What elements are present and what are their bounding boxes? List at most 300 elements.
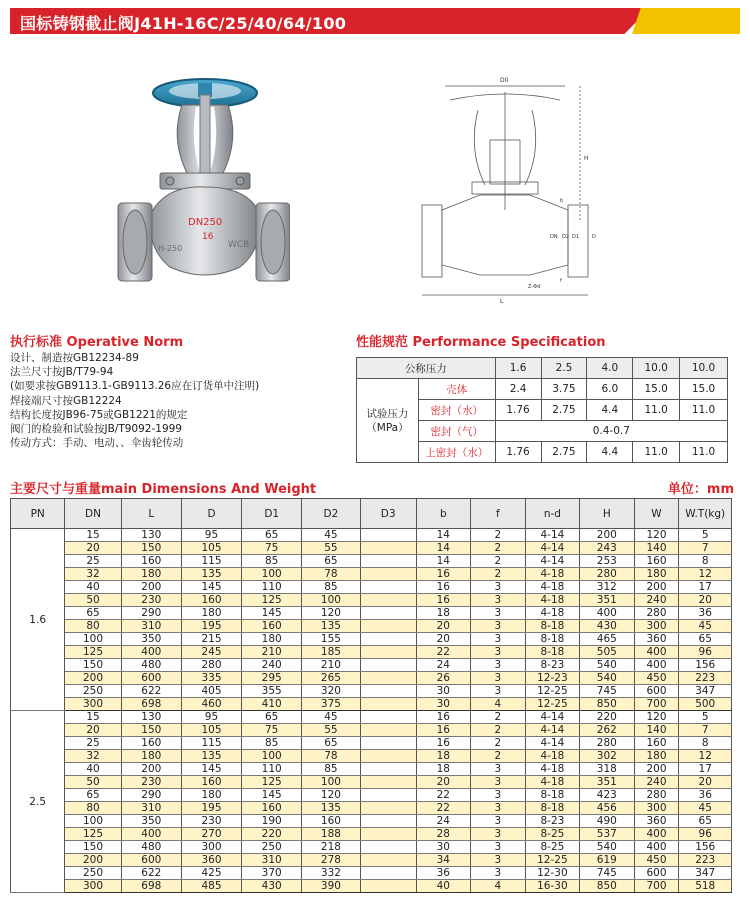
table-cell: 140 [634,542,679,555]
table-cell: 745 [580,685,634,698]
table-cell: 100 [242,568,302,581]
table-row [11,828,732,841]
table-cell: 310 [242,854,302,867]
table-cell: 700 [634,880,679,893]
table-cell: 120 [634,711,679,724]
table-cell: 16-30 [525,880,579,893]
table-cell: 400 [121,828,181,841]
table-cell: 135 [181,750,241,763]
norm-line: 阀门的检验和试验按JB/T9092-1999 [10,423,182,436]
table-cell: 156 [679,659,732,672]
table-cell [360,841,416,854]
table-cell: 278 [302,854,360,867]
table-cell: 65 [242,529,302,542]
table-cell: 3 [470,776,525,789]
performance-spec-title: 性能规范 Performance Specification [356,335,606,350]
table-cell: 360 [634,633,679,646]
table-cell [360,776,416,789]
table-cell: 250 [65,867,121,880]
table-cell: 3 [470,789,525,802]
table-cell: 200 [65,854,121,867]
table-cell: 145 [181,581,241,594]
table-row [11,542,732,555]
table-cell: 150 [65,841,121,854]
table-cell: 4-18 [525,594,579,607]
table-cell: 120 [302,607,360,620]
table-cell: 490 [580,815,634,828]
table-cell: 55 [302,542,360,555]
table-cell: 250 [65,685,121,698]
table-cell: 16 [416,568,470,581]
table-cell: 240 [634,776,679,789]
table-cell [360,724,416,737]
table-cell: 3 [470,646,525,659]
table-cell: 320 [302,685,360,698]
dimensions-table [10,498,732,893]
table-cell: 34 [416,854,470,867]
operative-norm-title: 执行标准 Operative Norm [10,335,184,350]
table-cell: 32 [65,568,121,581]
perf-shell-value: 15.0 [633,379,680,400]
table-cell: 280 [580,568,634,581]
table-cell: 40 [416,880,470,893]
table-cell: 600 [634,867,679,880]
table-cell: 45 [302,529,360,542]
photo-mark-size: H-250 [158,244,183,253]
table-cell: 4-14 [525,555,579,568]
valve-photo [110,55,290,315]
table-cell [360,607,416,620]
table-cell: 195 [181,802,241,815]
table-cell: 500 [679,698,732,711]
table-row [11,789,732,802]
table-cell [360,581,416,594]
perf-row-nominal [357,358,728,379]
banner-yellow-accent [632,8,740,34]
table-cell: 160 [121,737,181,750]
table-cell: 350 [121,633,181,646]
table-cell: 20 [65,724,121,737]
table-cell: 65 [65,789,121,802]
table-cell: 250 [242,841,302,854]
table-cell: 4-18 [525,568,579,581]
perf-seal-water-value: 1.76 [495,400,541,421]
perf-nominal-value: 1.6 [495,358,541,379]
table-cell: 12 [679,750,732,763]
table-cell: 16 [416,724,470,737]
table-cell: 218 [302,841,360,854]
table-cell: 3 [470,659,525,672]
dim-header-d3: D3 [360,499,416,529]
table-cell: 350 [121,815,181,828]
table-cell: 5 [679,529,732,542]
table-cell: 135 [181,568,241,581]
table-cell: 8-23 [525,659,579,672]
table-cell: 160 [242,620,302,633]
table-cell: 480 [121,841,181,854]
table-cell: 8-18 [525,789,579,802]
table-cell: 312 [580,581,634,594]
table-cell: 8 [679,555,732,568]
table-cell: 600 [121,854,181,867]
table-cell: 145 [242,789,302,802]
table-cell: 4 [470,698,525,711]
perf-shell-value: 15.0 [680,379,728,400]
table-cell: 140 [634,724,679,737]
perf-seal-water-value: 2.75 [541,400,587,421]
table-cell: 280 [634,607,679,620]
table-cell: 85 [242,737,302,750]
table-cell: 75 [242,542,302,555]
table-cell: 360 [634,815,679,828]
table-cell: 347 [679,685,732,698]
dimensions-header-row [11,499,732,529]
table-cell: 253 [580,555,634,568]
table-cell: 78 [302,568,360,581]
table-cell: 30 [416,685,470,698]
table-cell: 200 [65,672,121,685]
table-cell: 318 [580,763,634,776]
table-cell: 3 [470,594,525,607]
table-cell: 65 [679,815,732,828]
table-cell: 50 [65,594,121,607]
table-cell: 110 [242,763,302,776]
table-cell: 245 [181,646,241,659]
dimensions-title: 主要尺寸与重量main Dimensions And Weight [10,482,317,497]
table-cell: 115 [181,555,241,568]
table-cell: 400 [634,659,679,672]
table-cell: 450 [634,672,679,685]
dim-header-d2: D2 [302,499,360,529]
table-cell: 300 [181,841,241,854]
table-cell: 460 [181,698,241,711]
norm-line: 法兰尺寸按JB/T79-94 [10,366,114,379]
norm-line: (如要求按GB9113.1-GB9113.26应在订货单中注明) [10,380,260,393]
table-cell [360,698,416,711]
table-cell: 698 [121,698,181,711]
table-cell: 619 [580,854,634,867]
table-row [11,867,732,880]
table-cell: 28 [416,828,470,841]
table-cell: 125 [65,828,121,841]
table-row [11,594,732,607]
table-cell: 45 [302,711,360,724]
table-cell: 180 [181,607,241,620]
table-cell: 230 [121,594,181,607]
perf-seal-water-value: 4.4 [587,400,633,421]
table-row [11,659,732,672]
table-cell: 4-18 [525,776,579,789]
table-cell: 20 [679,776,732,789]
table-cell: 155 [302,633,360,646]
perf-row-shell [357,379,728,400]
table-cell: 300 [65,698,121,711]
table-cell: 5 [679,711,732,724]
table-row [11,555,732,568]
table-cell [360,542,416,555]
table-cell: 240 [634,594,679,607]
table-row [11,581,732,594]
table-cell [360,737,416,750]
table-cell: 215 [181,633,241,646]
valve-technical-drawing [410,70,600,310]
perf-seal-gas-value: 0.4-0.7 [495,421,727,442]
table-cell: 185 [302,646,360,659]
drawing-label-l: L [500,298,504,305]
table-cell: 302 [580,750,634,763]
table-cell: 12-25 [525,854,579,867]
table-cell: 160 [121,555,181,568]
table-cell: 188 [302,828,360,841]
table-cell: 430 [580,620,634,633]
table-cell: 375 [302,698,360,711]
table-cell: 25 [65,737,121,750]
operative-norm-list [10,351,350,450]
table-cell: 110 [242,581,302,594]
table-cell: 50 [65,776,121,789]
table-cell: 75 [242,724,302,737]
table-cell: 485 [181,880,241,893]
table-cell: 505 [580,646,634,659]
table-cell: 160 [181,776,241,789]
table-cell: 100 [65,815,121,828]
table-cell [360,880,416,893]
table-cell: 45 [679,620,732,633]
table-cell: 160 [634,555,679,568]
table-cell: 100 [242,750,302,763]
table-cell: 290 [121,789,181,802]
table-cell: 280 [580,737,634,750]
table-cell: 120 [302,789,360,802]
table-cell [360,828,416,841]
table-cell: 2 [470,555,525,568]
table-cell: 4-18 [525,763,579,776]
table-cell: 16 [416,594,470,607]
table-row [11,724,732,737]
table-cell: 200 [634,763,679,776]
table-cell: 600 [634,685,679,698]
table-cell: 4-14 [525,529,579,542]
table-cell: 4-18 [525,581,579,594]
drawing-label-f: f [560,278,562,284]
table-cell: 80 [65,620,121,633]
table-cell [360,815,416,828]
table-cell: 96 [679,646,732,659]
table-cell: 295 [242,672,302,685]
table-cell: 3 [470,607,525,620]
table-cell: 78 [302,750,360,763]
table-cell [360,672,416,685]
table-cell: 600 [121,672,181,685]
table-cell: 200 [580,529,634,542]
dim-header-d1: D1 [242,499,302,529]
table-cell: 135 [302,802,360,815]
table-cell: 12-25 [525,698,579,711]
table-cell: 22 [416,802,470,815]
table-cell: 17 [679,763,732,776]
norm-line: 焊接端尺寸按GB12224 [10,394,122,407]
dim-header-w: W [634,499,679,529]
table-cell: 55 [302,724,360,737]
table-cell: 180 [181,789,241,802]
table-cell: 20 [416,633,470,646]
perf-upper-seal-value: 11.0 [633,442,680,463]
table-cell: 537 [580,828,634,841]
table-cell: 210 [302,659,360,672]
drawing-label-d0: D0 [500,77,509,84]
perf-seal-water-value: 11.0 [633,400,680,421]
table-cell [360,750,416,763]
table-cell: 125 [242,594,302,607]
table-cell: 18 [416,607,470,620]
table-cell: 4-14 [525,737,579,750]
table-cell: 20 [416,620,470,633]
table-cell: 370 [242,867,302,880]
table-cell: 2 [470,529,525,542]
performance-spec-table [356,357,728,463]
table-cell [360,789,416,802]
table-cell: 20 [416,776,470,789]
table-cell: 96 [679,828,732,841]
table-cell [360,867,416,880]
table-cell: 280 [181,659,241,672]
table-row [11,802,732,815]
table-cell: 2 [470,737,525,750]
norm-line: 设计、制造按GB12234-89 [10,352,139,364]
table-cell: 150 [121,724,181,737]
table-cell: 540 [580,672,634,685]
table-cell: 850 [580,880,634,893]
table-cell: 200 [121,763,181,776]
table-cell: 700 [634,698,679,711]
table-row [11,841,732,854]
norm-line: 结构长度按JB96-75或GB1221的规定 [10,408,188,421]
table-cell: 300 [634,802,679,815]
norm-line: 传动方式：手动、电动、、伞齿轮传动 [10,437,184,450]
perf-seal-water-label: 密封（水） [418,400,495,421]
page-title: 国标铸钢截止阀J41H-16C/25/40/64/100 [20,14,347,33]
table-cell: 16 [416,737,470,750]
table-cell: 85 [302,763,360,776]
table-cell: 18 [416,763,470,776]
table-cell: 400 [634,828,679,841]
table-cell: 310 [121,620,181,633]
table-cell: 65 [302,555,360,568]
table-cell: 15 [65,711,121,724]
dim-header-f: f [470,499,525,529]
table-cell: 450 [634,854,679,867]
table-cell: 145 [181,763,241,776]
table-cell: 15 [65,529,121,542]
table-cell: 4 [470,880,525,893]
table-cell: 310 [121,802,181,815]
table-cell: 280 [634,789,679,802]
table-cell: 390 [302,880,360,893]
perf-nominal-value: 10.0 [633,358,680,379]
table-cell: 3 [470,815,525,828]
dim-header-l: L [121,499,181,529]
table-cell: 622 [121,685,181,698]
table-cell: 3 [470,633,525,646]
table-cell: 8-25 [525,828,579,841]
table-cell: 265 [302,672,360,685]
table-cell: 745 [580,867,634,880]
table-cell: 360 [181,854,241,867]
table-cell: 24 [416,815,470,828]
drawing-label-b: b [560,198,564,204]
table-cell: 85 [302,581,360,594]
table-cell: 230 [121,776,181,789]
perf-upper-seal-label: 上密封（水） [418,442,495,463]
table-cell: 3 [470,685,525,698]
table-cell: 120 [634,529,679,542]
drawing-label-h: H [584,155,589,162]
table-cell: 400 [121,646,181,659]
table-row [11,776,732,789]
table-cell [360,659,416,672]
perf-upper-seal-value: 1.76 [495,442,541,463]
table-cell: 20 [65,542,121,555]
title-banner [10,8,740,34]
drawing-label-d2: D2 [562,234,570,240]
perf-test-label: 试验压力（MPa） [357,379,419,463]
table-cell: 423 [580,789,634,802]
photo-mark-material: WCB [228,240,250,250]
table-cell: 65 [242,711,302,724]
table-cell: 3 [470,802,525,815]
table-row [11,607,732,620]
table-cell: 45 [679,802,732,815]
table-cell: 200 [121,581,181,594]
table-cell: 95 [181,711,241,724]
pn-group-label: 2.5 [11,711,65,893]
table-cell: 22 [416,789,470,802]
perf-nominal-value: 4.0 [587,358,633,379]
table-cell: 430 [242,880,302,893]
table-cell: 65 [679,633,732,646]
table-cell: 456 [580,802,634,815]
perf-seal-water-value: 11.0 [680,400,728,421]
table-cell [360,529,416,542]
perf-shell-value: 6.0 [587,379,633,400]
table-cell: 30 [416,698,470,711]
table-cell: 622 [121,867,181,880]
table-cell: 85 [242,555,302,568]
table-cell: 480 [121,659,181,672]
table-cell: 180 [121,568,181,581]
table-cell: 7 [679,542,732,555]
table-cell: 210 [242,646,302,659]
table-cell: 16 [416,711,470,724]
table-cell [360,620,416,633]
table-cell: 145 [242,607,302,620]
table-cell: 130 [121,711,181,724]
table-cell: 30 [416,841,470,854]
table-cell: 410 [242,698,302,711]
table-cell: 16 [416,581,470,594]
table-cell: 26 [416,672,470,685]
table-cell: 200 [634,581,679,594]
perf-nominal-value: 2.5 [541,358,587,379]
table-cell: 115 [181,737,241,750]
table-cell: 3 [470,672,525,685]
table-cell: 2 [470,568,525,581]
table-cell: 65 [65,607,121,620]
table-row [11,672,732,685]
table-row [11,880,732,893]
table-row [11,711,732,724]
table-cell: 32 [65,750,121,763]
